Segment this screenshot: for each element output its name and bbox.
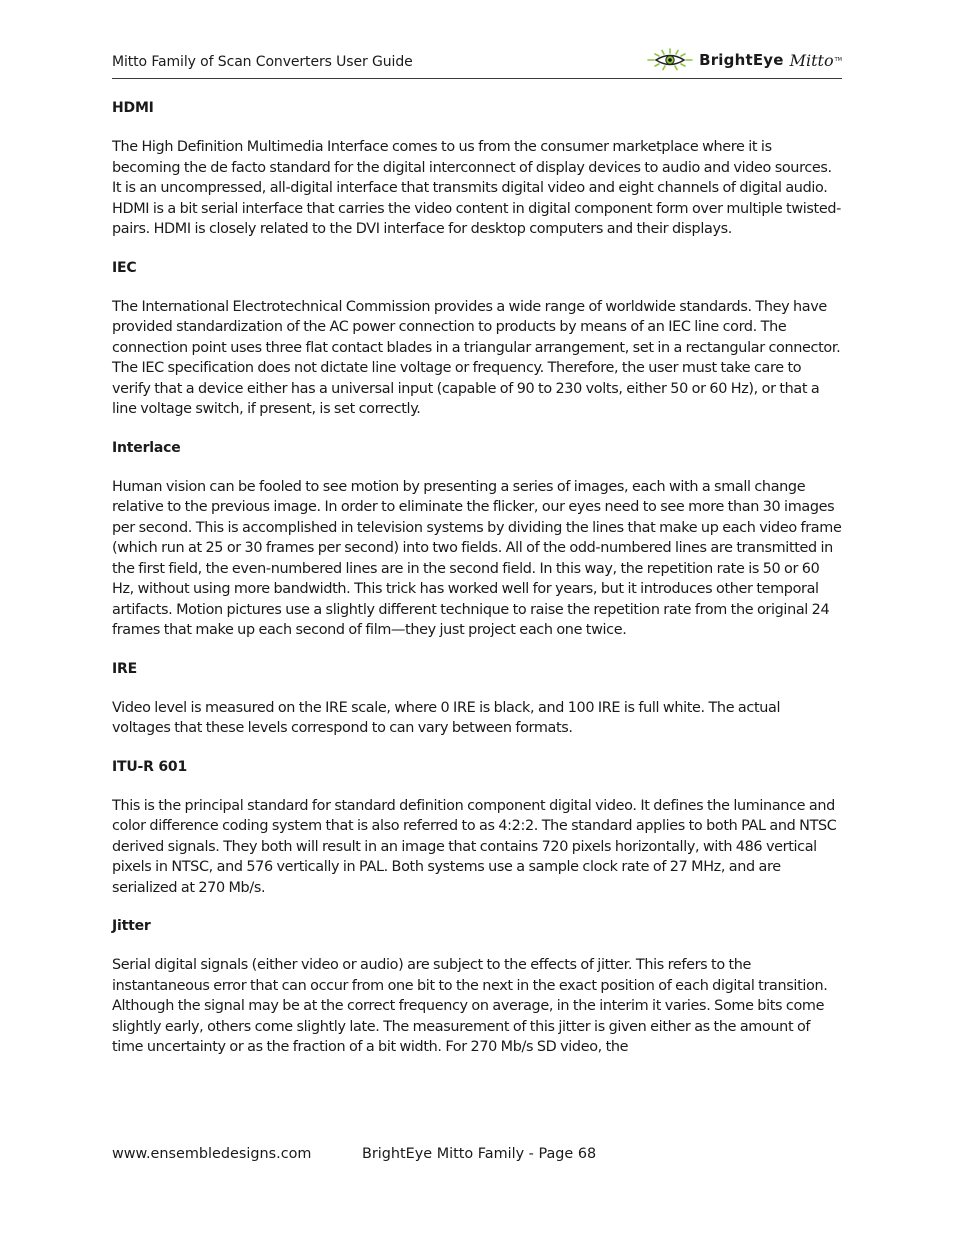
glossary-entry-jitter bbox=[112, 916, 842, 1058]
section-heading: ITU-R 601 bbox=[112, 758, 188, 775]
section-body: Video level is measured on the IRE scale, where 0 IRE is black, and 100 IRE is full white. The actual voltages that these levels correspond to can vary between formats. bbox=[112, 699, 781, 736]
section-body: Human vision can be fooled to see motion by presenting a series of images, each with a small change relative to the previous image. In order to eliminate the flicker, our eyes need to see more than 30 images per second. This is accomplished in television systems by dividing the lines that make up each video frame (which run at 25 or 30 frames per second) into two fields. All of the odd-numbered lines are transmitted in the first field, the even-numbered lines are in the second field. In this way, the repetition rate is 50 or 60 Hz, without using more bandwidth. This trick has worked well for years, but it introduces other temporal artifacts. Motion pictures use a slightly different technique to raise the repetition rate from the original 24 frames that make up each second of film—they just project each one twice. bbox=[112, 478, 842, 638]
document-title: Mitto Family of Scan Converters User Guide bbox=[112, 54, 413, 70]
glossary-content bbox=[112, 98, 842, 1076]
glossary-entry-iec bbox=[112, 258, 842, 420]
brighteye-mitto-logo bbox=[647, 47, 842, 73]
glossary-entry-hdmi bbox=[112, 98, 842, 240]
glossary-entry-interlace bbox=[112, 438, 842, 641]
logo-product-text: Mitto bbox=[789, 50, 834, 70]
eye-icon bbox=[647, 48, 693, 72]
logo-brand-text: BrightEye bbox=[699, 51, 784, 69]
section-body: The International Electrotechnical Commission provides a wide range of worldwide standards. They have provided standardization of the AC power connection to products by means of an IEC line cord. The connection point uses three flat contact blades in a triangular arrangement, set in a rectangular connector. The IEC specification does not dictate line voltage or frequency. Therefore, the user must take care to verify that a device either has a universal input (capable of 90 to 230 volts, either 50 or 60 Hz), or that a line voltage switch, if present, is set correctly. bbox=[112, 298, 841, 417]
glossary-entry-itu-r-601 bbox=[112, 757, 842, 899]
section-body: Serial digital signals (either video or audio) are subject to the effects of jitter. This refers to the instantaneous error that can occur from one bit to the next in the exact position of each digital transition. Although the signal may be at the correct frequency on average, in the interim it varies. Some bits come slightly early, others come slightly late. The measurement of this jitter is given either as the amount of time uncertainty or as the fraction of a bit width. For 270 Mb/s SD video, the bbox=[112, 957, 828, 1055]
section-heading: HDMI bbox=[112, 100, 154, 116]
section-body: This is the principal standard for standard definition component digital video. It defines the luminance and color difference coding system that is also referred to as 4:2:2. The standard applies to both PAL and NTSC derived signals. They both will result in an image that contains 720 pixels horizontally, with 486 vertical pixels in NTSC, and 576 vertically in PAL. Both systems use a sample clock rate of 27 MHz, and are serialized at 270 Mb/s. bbox=[112, 797, 837, 896]
page-header bbox=[112, 44, 842, 79]
section-body: The High Definition Multimedia Interface comes to us from the consumer marketplace where it is becoming the de facto standard for the digital interconnect of display devices to audio and video sources. It is an uncompressed, all-digital interface that transmits digital video and eight channels of digital audio. HDMI is a bit serial interface that carries the video content in digital component form over multiple twisted-pairs. HDMI is closely related to the DVI interface for desktop computers and their displays. bbox=[112, 139, 841, 237]
footer-website-link[interactable]: www.ensembledesigns.com bbox=[112, 1146, 312, 1162]
logo-trademark: TM bbox=[834, 57, 842, 63]
footer-page-number: BrightEye Mitto Family - Page 68 bbox=[362, 1146, 597, 1162]
section-heading: Jitter bbox=[112, 918, 151, 934]
section-heading: IRE bbox=[112, 660, 137, 677]
section-heading: IEC bbox=[112, 259, 137, 276]
glossary-entry-ire bbox=[112, 659, 842, 739]
section-heading: Interlace bbox=[112, 439, 181, 456]
